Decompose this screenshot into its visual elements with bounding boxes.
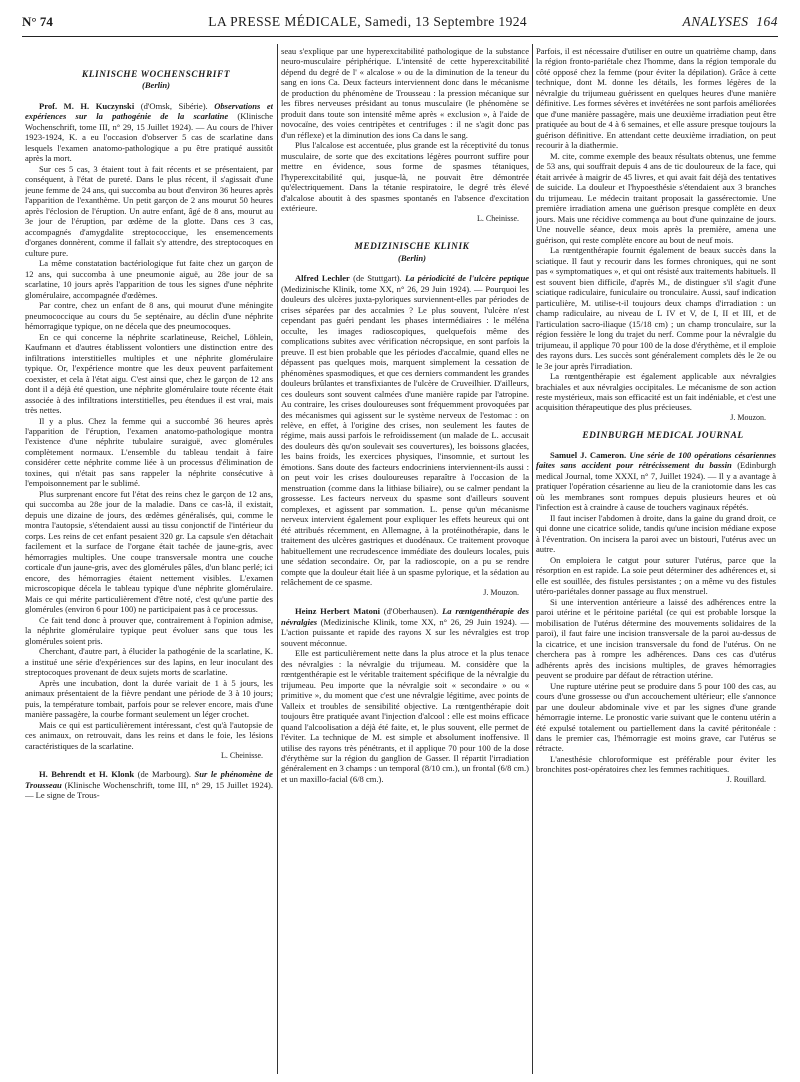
paragraph: M. cite, comme exemple des beaux résultats obtenus, une femme de 53 ans, qui souffrait depuis 4 ans de tic douloureux de la face, qui était arrivée à maigrir de 45 livres, et qui avait fait déjà des tentatives de suicide. La douleur et l'hypoesthésie s'étendaient aux 3 branches du trijumeau. Le médecin traitant proposait la gassérectomie. Une première irradiation amena une guérison presque complète en deux jours. Mais une récidive commença au bout d'une quinzaine de jours. Une nouvelle séance, deux mois après la première, amena une guérison, qui reste complète encore au bout de neuf mois. [536,150,776,245]
column-2 [281,46,529,1072]
journal-heading: KLINISCHE WOCHENSCHRIFT [81,70,231,80]
paragraph: Cherchant, d'autre part, à élucider la pathogénie de la scarlatine, K. a institué une série d'expériences sur des lapins, en leur inoculant des streptocoques provenant de deux sujets morts de scarlatine. [25,646,273,678]
paragraph: La rœntgenthérapie fournit également de beaux succès dans la sciatique. Il faut y recourir dans les formes chroniques, qui ne sont pas « symptomatiques », et qui ont résisté aux traitements habituels. Il est souvent bien difficile, d'après M., de distinguer s'il s'agit d'une sciatique radiculaire, funiculaire ou tronculaire. Aussi, sauf indication particulière, M. utilise-t-il toujours deux champs d'irradiation : un champ radiculaire, au niveau de L IV et V, de I, II et III, et de l'articulation sacro-iliaque (15/18 cm) ; un champ tronculaire, sur la région fessière le long du trajet du nerf. Comme pour la névralgie du trijumeau, il applique 70 pour 100 de la dose d'érythème, et il emploie des rayons durs. Les succès sont généralement complets dès le 2e ou le 3e jour après l'irradiation. [536,245,776,371]
journal-title: LA PRESSE MÉDICALE, Samedi, 13 Septembre 1924 [208,14,528,29]
column-rule [532,44,533,1074]
paragraph: Une rupture utérine peut se produire dans 5 pour 100 des cas, au cours d'une grossesse ou d'un accouchement ultérieur; elle s'annonce par une douleur abdominale vive et par les signes d'une grande hémorragie interne. Le pronostic varie suivant que le contenu utérin a été expulsé totalement ou partiellement dans la cavité péritonéale : dans le premier cas, l'hémorragie est moins grave, car l'utérus se rétracte. [536,680,776,754]
article-title: La rœntgenthérapie des névralgies [281,606,529,627]
page-number: 164 [756,14,778,29]
page-header [22,14,778,37]
journal-heading: MEDIZINISCHE KLINIK [354,242,470,253]
paragraph: seau s'explique par une hyperexcitabilité pathologique de la substance neuro-musculaire périphérique. L'intensité de cette hyperexcitabilité dépend du degré de l' « alcalose » ou de la diminution de la teneur du sang en ions Ca. Deux facteurs interviennent donc dans le mécanisme de production du phénomène de Trousseau : la pression mécanique sur les fibres nerveuses présidant au tonus musculaire (le phénomène se produit dans toute son intensité même après « exclusion », à l'aide de novocaïne, des voies centripètes et centrifuges : il ne s'agit donc pas d'un réflexe) et la diminution des ions Ca dans le sang. [281,46,529,140]
article-intro: Prof. M. H. Kuczynski (d'Omsk, Sibérie). Observations et expériences sur la pathogénie de la scarlatine (Klinische Wochenschrift, tome III, n° 29, 15 Juillet 1924). — Au cours de l'hiver 1923-1924, K. a eu l'occasion d'observer 5 cas de scarlatine dans lesquels l'examen anatomo-pathologique a pu être pratiqué aussitôt après la mort. [25,100,273,164]
article-title: Une série de 100 opérations césariennes faites sans accident pour rétrécissement du bassin [536,449,776,471]
article-author: Alfred Lechler [295,273,350,284]
journal-city: (Berlin) [141,80,170,91]
paragraph: Par contre, chez un enfant de 8 ans, qui mourut d'une méningite pneumococcique au cours du 5e septénaire, au déclin d'une néphrite hémorragique typique, on ne décela que des pneumocoques. [25,300,273,332]
article-author: Samuel J. Cameron. [550,449,627,460]
article-intro: Samuel J. Cameron. Une série de 100 opérations césariennes faites sans accident pour rétrécissement du bassin (Edinburgh medical Journal, tome XXXI, n° 7, Juillet 1924). — Il y a avantage à pratiquer l'opération césarienne au lieu de la craniotomie dans les cas où les membranes sont rompues depuis plusieurs heures et où l'infection est à craindre à cause de touchers vaginaux répétés. [536,449,776,513]
paragraph: En ce qui concerne la néphrite scarlatineuse, Reichel, Löhlein, Kaufmann et d'autres établissent volontiers une distinction entre des infiltrations interstitielles multiples et une néphrite glomérulaire typique. Or, l'expérience montre que les deux peuvent parfaitement coexister, et cela à l'état aigu. C'est ainsi que, chez le garçon de 12 ans dont il a déjà été question, une néphrite glomérulaire toute récente était associée à des infiltrations interstitielles, peu étendues il est vrai, mais très nettes. [25,331,273,416]
paragraph: La même constatation bactériologique fut faite chez un garçon de 12 ans, qui succomba à une pneumonie aiguë, au 28e jour de sa scarlatine, 10 jours après l'apparition de tous les signes d'une néphrite glomérulaire, accompagnée d'œdèmes. [25,258,273,300]
paragraph: Mais ce qui est particulièrement intéressant, c'est qu'à l'autopsie de ces animaux, on retrouvait, dans les reins et dans le foie, les lésions caractéristiques de la scarlatine. [25,719,273,751]
signature: L. Cheinisse. [477,213,519,223]
article-intro: H. Behrendt et H. Klonk (de Marbourg). Sur le phénomène de Trousseau (Klinische Wochenschrift, tome III, n° 29, 15 Juillet 1924). — Le signe de Trous- [25,769,273,801]
paragraph: Il y a plus. Chez la femme qui a succombé 36 heures après l'apparition de l'éruption, l'examen anatomo-pathologique montra l'existence d'une néphrite tubulaire suraiguë, avec glomérules complètement normaux. L'ensemble du tableau tendait à faire considérer cette néphrite comme liée à un processus d'élimination de toxines, qui n'était pas sans rappeler la néphrite consécutive à l'empoisonnement par le sublimé. [25,415,273,489]
article-title: Observations et expériences sur la pathogénie de la scarlatine [25,100,273,122]
paragraph: On emploiera le catgut pour suturer l'utérus, parce que la résorption en est rapide. La soie peut déterminer des adhérences et, si elle est souillée, des fistules persistantes ; on a même vu des fistules utéro-pariétales donner passage au flux menstruel. [536,554,776,597]
paragraph: La rœntgenthérapie est également applicable aux névralgies brachiales et aux névralgies occipitales. Le mécanisme de son action reste mystérieux, mais son efficacité est un fait indéniable, et c'est une acquisition thérapeutique des plus précieuses. [536,371,776,413]
issue-number: N° 74 [22,14,53,29]
journal-heading: EDINBURGH MEDICAL JOURNAL [582,431,744,442]
journal-city: (Berlin) [397,252,426,263]
column-1 [25,46,273,1072]
paragraph: Sur ces 5 cas, 3 étaient tout à fait récents et se présentaient, par conséquent, à l'état de pureté. Dans le plus récent, il s'agissait d'une jeune femme de 24 ans, qui succomba au bout d'environ 36 heures après l'apparition de l'exanthème. Un petit garçon de 2 ans mourut 50 heures après l'éclosion de l'éruption. Un autre enfant, âgé de 8 ans, mourut au 3e jour de l'éruption, par œdème de la glotte. Dans ces 3 cas, accompagnés d'amygdalite streptococcique, les ensemencements d'organes donnèrent, comme il fallait s'y attendre, des streptocoques en culture pure. [25,163,273,258]
paragraph: Plus l'alcalose est accentuée, plus grande est la réceptivité du tonus musculaire, de sorte que des excitations légères pourront suffire pour mettre en évidence, sous forme de spasmes tétaniques, l'hyperexcitabilité qui, jusque-là, ne pouvait être démontrée qu'électriquement. Dans la tétanie respiratoire, le degré très élevé d'alcalose aboutit à des spasmes spontanés en l'absence d'excitation extérieure. [281,140,529,214]
article-title: La périodicité de l'ulcère peptique [404,273,529,284]
article-author: H. Behrendt et H. Klonk [39,769,135,780]
section-page [683,14,779,30]
signature: J. Mouzon. [483,587,519,597]
signature: J. Rouillard. [726,774,766,784]
article-title: Sur le phénomène de Trousseau [25,769,273,790]
column-rule [277,44,278,1074]
signature: L. Cheinisse. [221,751,263,760]
paragraph: Parfois, il est nécessaire d'utiliser en outre un quatrième champ, dans la région fronto-pariétale chez l'homme, dans la région temporale du côté opposé chez la femme (pour éviter la dépilation). Grâce à cette technique, dont M. donne les détails, les formes légères de la névralgie du trijumeau guérissent en quelques heures d'une manière définitive. Les formes sévères et invétérées ne sont parfois améliorées que d'une manière passagère, mais une deuxième irradiation peut être pratiquée au bout de 4 à 6 semaines, et elle assure presque toujours la guérison définitive. En attendant cette deuxième irradiation, on peut recourir à la diathermie. [536,46,776,151]
paragraph: Après une incubation, dont la durée variait de 1 à 5 jours, les animaux présentaient de la fièvre pendant une période de 3 à 10 jours; puis, la température tombait, parfois pour se relever encore, mais d'une manière passagère, la courbe formant seulement un léger crochet. [25,677,273,720]
paragraph: Si une intervention antérieure a laissé des adhérences entre la paroi utérine et le péritoine pariétal (ce qui est probable lorsque la mobilisation de l'utérus détermine des mouvements solidaires de la paroi), il faut faire une incision transversale de la paroi au-dessus de la cicatrice, et une incision transversale du fond de l'utérus. On ne cherchera pas à rompre les adhérences. Dans ces cas d'utérus adhérents après des incisions multiples, de graves hémorragies peuvent se produire par défaut de rétraction utérine. [536,596,776,681]
article-author: Prof. M. H. Kuczynski [39,100,135,111]
article-intro: Heinz Herbert Matoni (d'Oberhausen). La rœntgenthérapie des névralgies (Medizinische Klinik, tome XX, n° 26, 29 Juin 1924). — L'action puissante et rapide des rayons X sur les névralgies est trop souvent méconnue. [281,606,529,648]
paragraph: Plus surprenant encore fut l'état des reins chez le garçon de 12 ans, qui succomba au 28e jour de la maladie. Dans ce cas-là, il existait, depuis une dizaine de jours, des œdèmes généralisés, qui, comme le montra l'autopsie, s'étendaient aussi au tissu conjonctif de l'intérieur du corps. Les reins de cet enfant pesaient 320 gr. La capsule s'en détachait facilement et la surface de l'organe était tachée de jaune-gris, avec hémorragies multiples. Une coupe transversale montra une couche corticale d'un jaune-gris, avec des glomérules pâles, d'un blanc perlé; ici encore, des hémorragies étaient nettement visibles. L'examen microscopique décela le tableau typique d'une néphrite glomérulaire. Mais ce qui mérite particulièrement d'être noté, c'est qu'une partie des glomérules (environ 6 pour 100) ne participaient pas à ce processus. [25,488,273,615]
paragraph: Ce fait tend donc à prouver que, contrairement à l'opinion admise, la néphrite glomérulaire typique peut évoluer sans que tous les glomérules soient pris. [25,614,273,646]
article-intro: Alfred Lechler (de Stuttgart). La périodicité de l'ulcère peptique (Medizinische Klinik, tome XX, n° 26, 29 Juin 1924). — Pourquoi les douleurs des ulcères juxta-pyloriques surviennent-elles par périodes de crises séparées par des accalmies ? Le plus souvent, l'ulcère n'est cependant pas guéri pendant les phases intermédiaires : le méléna occulte, les images radioscopiques, quelquefois même des complications subites avec vérification nécropsique, en sont parfois la preuve. Il est bien probable que les périodes d'accalmie, quand elles ne dépassent pas quelques mois, marquent simplement la cessation de phénomènes spasmodiques, et que ces derniers commandent les grandes douleurs brûlantes et transfixiantes de l'ulcère de Cruveilhier. D'ailleurs, ces douleurs sont souvent calmées d'une manière rapide par l'atropine. Au contraire, les crises douloureuses sont fréquemment provoquées par des mécanismes qui agissent sur le système nerveux de l'estomac : on relève, en effet, à l'origine des crises, non seulement les fautes de régime, mais aussi parfois le refroidissement (un malade de L. accusait des douleurs dès qu'on soulevait ses couvertures), les boissons glacées, les bains froids, les exercices physiques, l'insomnie, et surtout les émotions. Sans doute des facteurs endocriniens interviennent-ils aussi : on peut voir les crises douloureuses reparaître à l'occasion de la menstruation (comme dans la lithiase biliaire), ou se calmer pendant la grossesse. Les facteurs nerveux du spasme sont d'ailleurs souvent complexes, et agissent par sommation. L. pense qu'un mécanisme nerveux intervient également pour expliquer les effets heureux qui ont été attribués récemment, en Allemagne, à la protéinothérapie, dans le traitement des ulcères gastriques et duodénaux. Ce traitement provoque habituellement une recrudescence immédiate des douleurs locales, puis une sédation secondaire. Or, par la radioscopie, on a pu se rendre compte que la douleur était liée à un spasme pylorique, et la sédation au relâchement de ce spasme. [281,273,529,588]
column-3 [536,46,776,1072]
signature: J. Mouzon. [730,412,766,422]
article-author: Heinz Herbert Matoni [295,606,380,617]
paragraph: Il faut inciser l'abdomen à droite, dans la gaine du grand droit, ce qui donne une cicatrice solide, tandis qu'une incision médiane expose à l'éventration. On incisera la paroi avec un bistouri, l'utérus avec un autre. [536,512,776,555]
paragraph: L'anesthésie chloroformique est préférable pour éviter les bronchites post-opératoires chez les femmes rachitiques. [536,753,776,775]
paragraph: Elle est particulièrement nette dans la plus atroce et la plus tenace des névralgies : la névralgie du trijumeau. M. considère que la rœntgenthérapie est le véritable traitement spécifique de la névralgie du trijumeau. Peu importe que la névralgie soit « secondaire » ou « primitive », du moment que c'est une névralgie légitime, avec points de Valleix et troubles de sensibilité objective. La rœntgenthérapie doit toujours être pratiquée avant l'injection d'alcool : elle est moins efficace quand l'alcoolisation a déjà été faite, et, le plus souvent, elle permet de l'éviter. La technique de M. est simple et absolument inoffensive. Il utilise des rayons très pénétrants, et il applique 70 pour 100 de la dose d'érythème sur la région du ganglion de Gasser. Il répartit l'irradiation généralement en 3 champs : un temporal (8/10 cm.), un frontal (6/8 cm.) et un maxillo-facial (6/8 cm.). [281,648,529,784]
section-label: ANALYSES [682,14,749,29]
